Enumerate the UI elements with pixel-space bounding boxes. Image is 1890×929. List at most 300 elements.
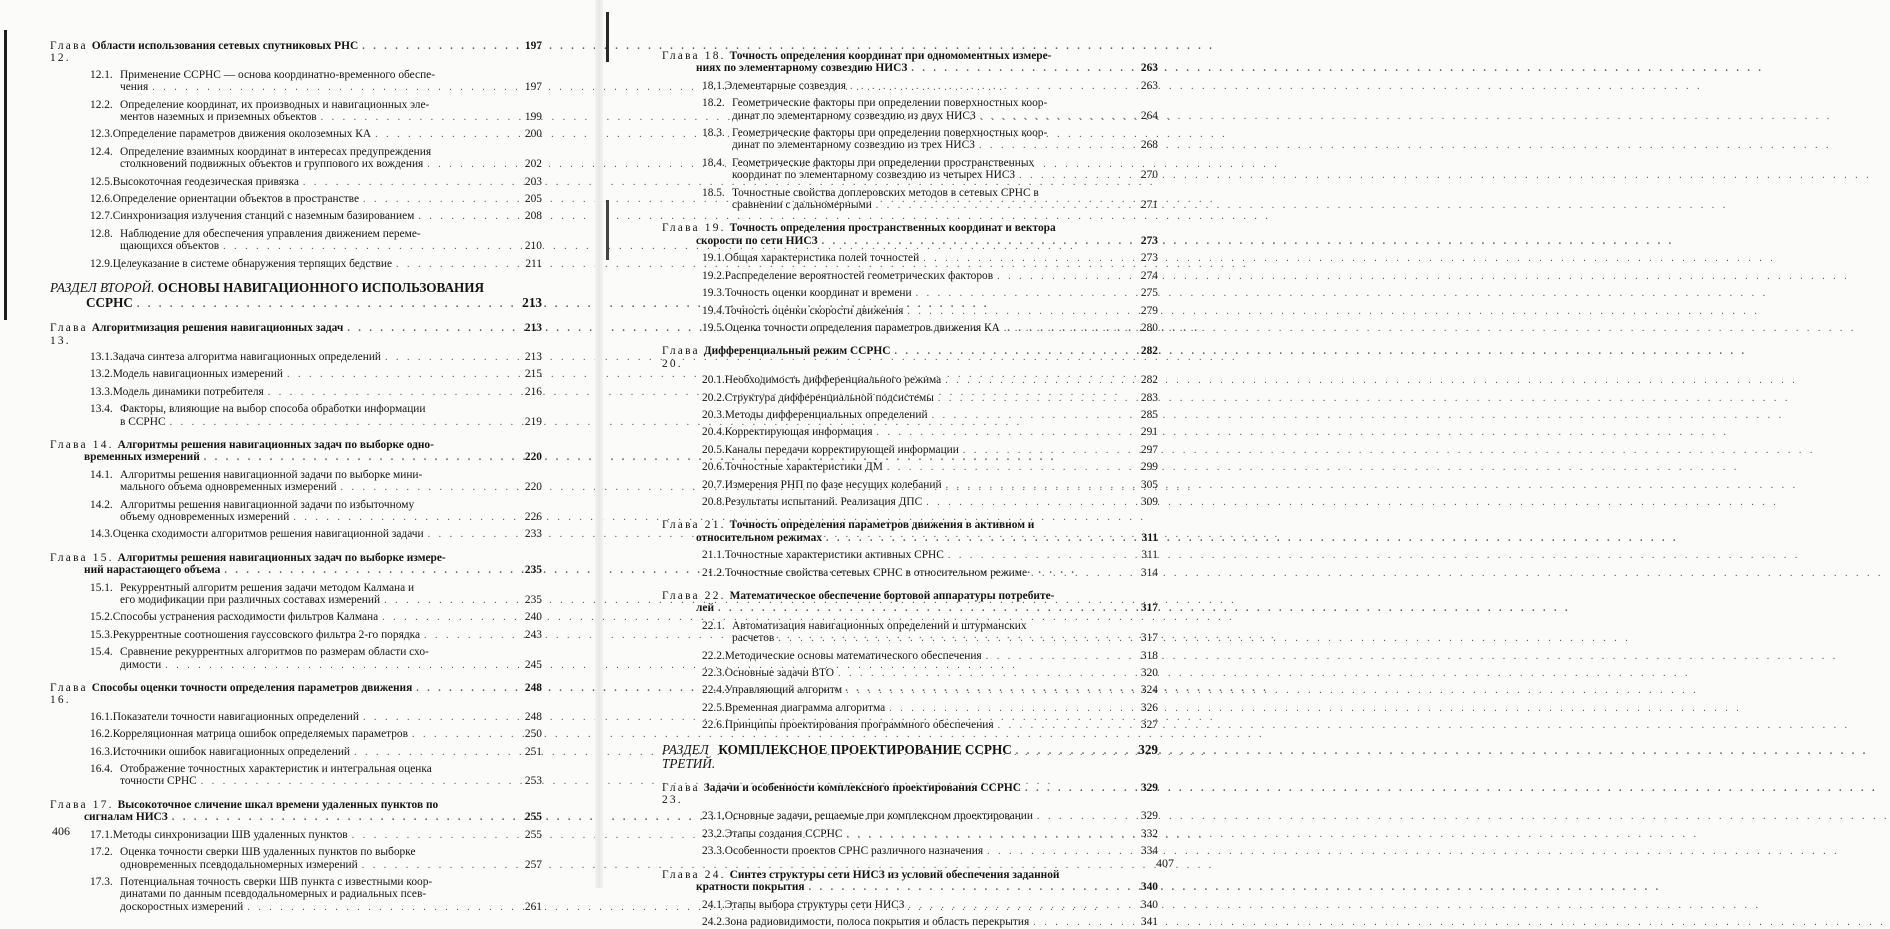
toc-line <box>662 869 1158 881</box>
page-ref: 253 <box>524 775 542 788</box>
section-number: 14.1. <box>90 468 113 481</box>
page-ref: 264 <box>1140 109 1158 122</box>
chapter-entry[interactable] <box>662 590 1158 616</box>
section-entry[interactable] <box>50 499 542 525</box>
toc-line <box>50 682 542 707</box>
chapter-entry[interactable] <box>662 50 1158 76</box>
section-number: 24.2. <box>702 915 725 928</box>
leader-dots <box>986 651 1124 663</box>
entry-title: Измерения РНП по фазе несущих колебаний <box>724 478 942 491</box>
chapter-entry[interactable] <box>50 799 542 825</box>
leader-dots <box>876 200 1124 212</box>
chapter-label: Глава 24. <box>662 868 726 881</box>
chapter-entry[interactable] <box>662 782 1158 807</box>
section-entry[interactable] <box>50 582 542 608</box>
toc-line <box>50 829 542 842</box>
section-entry[interactable] <box>662 392 1158 405</box>
page-ref: 220 <box>524 451 542 464</box>
chapter-label: Глава 13. <box>50 322 88 347</box>
section-entry[interactable] <box>50 99 542 125</box>
entry-title: Точность определения координат при одномоментных измере- <box>729 50 1052 62</box>
page-ref: 261 <box>524 900 542 913</box>
section-entry[interactable] <box>50 403 542 429</box>
section-number: 21.2. <box>702 566 725 579</box>
toc-line <box>50 176 542 189</box>
page-ref: 317 <box>1140 602 1158 615</box>
section-entry[interactable] <box>662 549 1158 562</box>
leader-dots <box>946 480 1124 492</box>
leader-dots <box>384 595 508 607</box>
toc-line <box>50 158 542 171</box>
section-entry[interactable] <box>50 386 542 399</box>
toc-line <box>662 187 1158 199</box>
leader-dots <box>137 298 508 313</box>
section-entry[interactable] <box>50 528 542 541</box>
page-ref: 340 <box>1140 898 1158 911</box>
section-entry[interactable] <box>50 176 542 189</box>
section-number: 19.4. <box>702 304 725 317</box>
section-entry[interactable] <box>662 252 1158 265</box>
toc-line <box>662 50 1158 62</box>
section-number: 12.3. <box>90 128 113 141</box>
section-number: 22.4. <box>702 684 725 697</box>
toc-line <box>50 582 542 594</box>
toc-line <box>50 403 542 415</box>
section-entry[interactable] <box>50 193 542 206</box>
entry-title: Факторы, влияющие на выбор способа обработки информации <box>120 403 426 416</box>
entry-title: Точность определения параметров движения в активном и <box>729 519 1035 532</box>
section-entry[interactable] <box>50 876 542 914</box>
section-number: 20.6. <box>702 461 725 474</box>
page-ref: 248 <box>524 682 542 695</box>
toc-line <box>50 799 542 811</box>
page-ref: 235 <box>524 594 542 606</box>
leader-dots <box>850 81 1124 93</box>
page-ref: 248 <box>524 710 542 723</box>
page-ref: 329 <box>1140 810 1158 823</box>
chapter-entry[interactable] <box>662 519 1158 545</box>
page-ref: 326 <box>1140 701 1158 714</box>
section-entry[interactable] <box>50 351 542 364</box>
section-entry[interactable] <box>662 496 1158 509</box>
toc-line <box>50 746 542 759</box>
toc-line <box>662 322 1158 335</box>
section-entry[interactable] <box>662 845 1158 858</box>
entry-title: скорости по сети НИСЗ <box>696 234 818 247</box>
entry-title: Этапы выбора структуры сети НИСЗ <box>724 898 905 911</box>
section-entry[interactable] <box>662 270 1158 283</box>
entry-title: Временная диаграмма алгоритма <box>724 701 886 714</box>
section-number: 15.3. <box>90 628 113 641</box>
entry-title: Применение ССРНС — основа координатно-временного обеспе- <box>120 68 436 81</box>
leader-dots <box>889 703 1124 715</box>
entry-title: Каналы передачи корректирующей информации <box>724 443 959 456</box>
section-number: 22.5. <box>702 701 725 714</box>
entry-title: Основные задачи ВТО <box>724 667 834 680</box>
entry-title: Корреляционная матрица ошибок определяемых параметров <box>112 728 409 741</box>
leader-dots <box>418 211 508 223</box>
entry-title: Высокоточная геодезическая привязка <box>112 175 299 188</box>
entry-title: координат по элементарному созвездию из четырех НИСЗ <box>732 169 1016 182</box>
chapter-label: Глава 20. <box>662 345 700 370</box>
leader-dots <box>362 860 508 872</box>
leader-dots <box>987 846 1124 858</box>
section-number: 16.2. <box>90 728 113 741</box>
entry-title: Результаты испытаний. Реализация ДПС <box>724 495 923 508</box>
entry-title: щающихся объектов <box>120 240 220 253</box>
section-number: 17.2. <box>90 846 113 859</box>
leader-dots <box>223 241 508 253</box>
page-ref: 305 <box>1140 478 1158 491</box>
leader-dots <box>923 253 1124 265</box>
section-entry[interactable] <box>662 684 1158 697</box>
section-number: 20.5. <box>702 443 725 456</box>
toc-line <box>662 828 1158 841</box>
section-number: 13.2. <box>90 368 113 381</box>
entry-title: сравнении с дальномерными <box>732 199 872 212</box>
chapter-entry[interactable] <box>50 552 542 578</box>
section-entry[interactable] <box>662 374 1158 387</box>
toc-line <box>50 128 542 141</box>
leader-dots <box>907 306 1124 318</box>
section-number: 20.8. <box>702 495 725 508</box>
leader-dots <box>916 288 1124 300</box>
entry-title: Показатели точности навигационных определений <box>112 710 359 723</box>
leader-dots <box>204 452 508 464</box>
entry-title: Области использования сетевых спутниковых РНС <box>91 40 359 52</box>
page-ref: 299 <box>1140 461 1158 474</box>
section-entry[interactable] <box>662 305 1158 318</box>
entry-title: Оценка сходимости алгоритмов решения навигационной задачи <box>112 528 424 541</box>
chapter-entry[interactable] <box>662 345 1158 370</box>
page-ref: 255 <box>524 828 542 841</box>
page-ref: 311 <box>1141 531 1158 544</box>
entry-title: Автоматизация навигационных определений и штурманских <box>732 619 1027 632</box>
page-ref: 297 <box>1140 443 1158 456</box>
toc-line <box>662 235 1158 248</box>
entry-title: одновременных псевдодальномерных измерений <box>120 858 358 871</box>
section-entry[interactable] <box>662 916 1158 929</box>
toc-line <box>50 210 542 223</box>
section-number: 22.3. <box>702 667 725 680</box>
leader-dots <box>1016 745 1124 760</box>
leader-dots <box>385 352 508 364</box>
section-entry[interactable] <box>662 461 1158 474</box>
section-number: 22.1. <box>702 619 725 632</box>
leader-dots <box>945 375 1124 387</box>
section-entry[interactable] <box>662 899 1158 912</box>
entry-title: Способы устранения расходимости фильтров Калмана <box>112 611 379 624</box>
toc-line <box>50 439 542 451</box>
entry-title: Математическое обеспечение бортовой аппаратуры потребите- <box>729 590 1055 602</box>
entry-title: Определение параметров движения околоземных КА <box>112 128 372 141</box>
book-gutter <box>595 0 603 888</box>
page-ref: 268 <box>1140 139 1158 152</box>
section-number: 15.1. <box>90 581 113 594</box>
leader-dots <box>979 140 1124 152</box>
leader-dots <box>224 565 508 577</box>
section-number: 17.3. <box>90 875 113 888</box>
entry-title: Точность оценки скорости движения <box>724 304 904 317</box>
toc-line <box>662 270 1158 283</box>
entry-title: Отображение точностных характеристик и интегральная оценка <box>120 763 432 776</box>
entry-title: Алгоритмы решения навигационной задачи по выборке мини- <box>120 468 423 481</box>
toc-line <box>50 481 542 494</box>
toc-line <box>50 775 542 788</box>
entry-title: Методы дифференциальных определений <box>724 408 928 421</box>
section-entry[interactable] <box>662 426 1158 439</box>
entry-title: Точностные характеристики активных СРНС <box>724 549 944 562</box>
chapter-entry[interactable] <box>50 439 542 465</box>
section-entry[interactable] <box>662 719 1158 732</box>
chapter-entry[interactable] <box>662 222 1158 248</box>
leader-dots <box>354 747 508 759</box>
page-ref: 291 <box>1140 426 1158 439</box>
leader-dots <box>911 63 1124 75</box>
toc-line <box>662 845 1158 858</box>
leader-dots <box>347 323 508 335</box>
page-ref: 280 <box>1140 321 1158 334</box>
leader-dots <box>826 533 1124 545</box>
leader-dots <box>201 776 508 788</box>
toc-line <box>50 876 542 888</box>
page-ref: 285 <box>1140 408 1158 421</box>
section-entry[interactable] <box>662 157 1158 183</box>
section-entry[interactable] <box>662 620 1158 646</box>
chapter-label: Глава 17. <box>50 798 114 811</box>
page-ref: 213 <box>522 294 542 310</box>
page-ref: 314 <box>1140 566 1158 579</box>
section-entry[interactable] <box>662 80 1158 93</box>
page-ref: 240 <box>524 611 542 624</box>
page-ref: 243 <box>524 628 542 641</box>
entry-title: Синхронизация излучения станций с наземным базированием <box>112 210 415 223</box>
left-page <box>0 0 592 913</box>
toc-line <box>662 444 1158 457</box>
toc-line <box>662 620 1158 632</box>
section-entry[interactable] <box>50 469 542 495</box>
chapter-entry[interactable] <box>50 322 542 347</box>
section-entry[interactable] <box>662 810 1158 823</box>
section-entry[interactable] <box>50 611 542 624</box>
leader-dots <box>887 462 1124 474</box>
section-entry[interactable] <box>662 567 1158 580</box>
page-ref: 318 <box>1140 649 1158 662</box>
section-entry[interactable] <box>50 258 542 271</box>
section-entry[interactable] <box>50 746 542 759</box>
section-entry[interactable] <box>50 146 542 172</box>
page-ref: 235 <box>524 564 542 577</box>
section-entry[interactable] <box>662 97 1158 123</box>
entry-title: динатами по данным псевдодальномерных и радиальных псев- <box>120 888 427 901</box>
entry-title: динат по элементарному созвездию из двух НИСЗ <box>732 109 976 122</box>
page-ref: 210 <box>524 240 542 253</box>
page-ref: 251 <box>524 745 542 758</box>
section-number: 20.3. <box>702 408 725 421</box>
section-entry[interactable] <box>662 828 1158 841</box>
section-entry[interactable] <box>50 711 542 724</box>
section-number: 12.5. <box>90 175 113 188</box>
section-entry[interactable] <box>662 702 1158 715</box>
section-number: 17.1. <box>90 828 113 841</box>
entry-title: в ССРНС <box>120 415 166 428</box>
toc-line <box>662 702 1158 715</box>
entry-title: Рекуррентный алгоритм решения задачи методом Калмана и <box>120 581 415 594</box>
toc-line <box>50 386 542 399</box>
leader-dots <box>428 529 508 541</box>
section-entry[interactable] <box>50 629 542 642</box>
entry-title: Основные задачи, решаемые при комплексном проектировании <box>724 810 1033 823</box>
page-ref: 271 <box>1140 199 1158 212</box>
section-entry[interactable] <box>662 479 1158 492</box>
toc-line <box>50 193 542 206</box>
toc-line <box>50 901 542 914</box>
page-ref: 320 <box>1140 667 1158 680</box>
toc-line <box>662 252 1158 265</box>
entry-title: Источники ошибок навигационных определений <box>112 745 351 758</box>
page-ref: 213 <box>524 322 542 335</box>
section-number: 13.1. <box>90 350 113 363</box>
section-number: 15.2. <box>90 611 113 624</box>
page-ref: 199 <box>524 111 542 124</box>
section-number: 14.2. <box>90 498 113 511</box>
section-entry[interactable] <box>662 667 1158 680</box>
part-entry[interactable] <box>662 743 1158 772</box>
toc-line <box>50 499 542 511</box>
section-entry[interactable] <box>50 763 542 789</box>
section-number: 20.2. <box>702 391 725 404</box>
entry-title: Рекуррентные соотношения гауссовского фильтра 2-го порядка <box>112 628 421 641</box>
section-entry[interactable] <box>50 728 542 741</box>
toc-line <box>662 409 1158 422</box>
toc-line <box>50 322 542 347</box>
entry-title: Точность определения пространственных координат и вектора <box>729 222 1056 235</box>
toc-line <box>662 110 1158 123</box>
chapter-label: Глава 18. <box>662 50 726 62</box>
toc-line <box>50 81 542 94</box>
chapter-entry[interactable] <box>50 682 542 707</box>
chapter-label: Глава 12. <box>50 40 88 65</box>
leader-dots <box>170 417 508 429</box>
toc-line <box>50 888 542 900</box>
page-ref: 216 <box>524 385 542 398</box>
entry-title: Алгоритмы решения навигационной задачи по избыточному <box>120 498 415 511</box>
chapter-entry[interactable] <box>50 40 542 65</box>
toc-line <box>50 528 542 541</box>
entry-title: Оценка точности определения параметров движения КА <box>724 321 1000 334</box>
page-ref: 208 <box>524 210 542 223</box>
toc-line <box>50 416 542 429</box>
section-number: 12.6. <box>90 193 113 206</box>
toc-column-right <box>662 50 1158 929</box>
page-ref: 327 <box>1140 719 1158 732</box>
page-ref: 219 <box>524 415 542 428</box>
entry-title: Структура дифференциальной подсистемы <box>724 391 934 404</box>
section-entry[interactable] <box>50 228 542 254</box>
section-entry[interactable] <box>50 368 542 381</box>
toc-line <box>50 451 542 464</box>
toc-line <box>662 305 1158 318</box>
entry-title: Элементарные созвездия <box>724 79 846 92</box>
section-number: 19.5. <box>702 321 725 334</box>
leader-dots <box>948 550 1124 562</box>
page-ref: 329 <box>1140 781 1158 794</box>
entry-title: Целеуказание в системе обнаружения терпящих бедствие <box>112 257 393 270</box>
leader-dots <box>998 720 1124 732</box>
section-entry[interactable] <box>662 127 1158 153</box>
section-entry[interactable] <box>50 69 542 95</box>
leader-dots <box>718 603 1124 615</box>
section-number: 19.2. <box>702 269 725 282</box>
section-entry[interactable] <box>50 210 542 223</box>
toc-line <box>662 199 1158 212</box>
page-ref: 202 <box>524 158 542 171</box>
leader-dots <box>293 512 508 524</box>
leader-dots <box>1019 170 1124 182</box>
entry-title: столкновений подвижных объектов и группового их вождения <box>120 158 424 171</box>
toc-line <box>662 549 1158 562</box>
section-entry[interactable] <box>662 287 1158 300</box>
toc-line <box>662 496 1158 509</box>
page-ref: 329 <box>1138 741 1158 757</box>
section-entry[interactable] <box>662 187 1158 213</box>
section-number: 18.3. <box>702 127 725 140</box>
section-number: 15.4. <box>90 646 113 659</box>
section-entry[interactable] <box>50 829 542 842</box>
section-entry[interactable] <box>662 322 1158 335</box>
right-page <box>604 0 1200 928</box>
entry-title: КОМПЛЕКСНОЕ ПРОЕКТИРОВАНИЕ ССРНС <box>718 741 1012 757</box>
chapter-label: Глава 23. <box>662 781 700 807</box>
page-ref: 270 <box>1140 169 1158 182</box>
section-number: 19.3. <box>702 287 725 300</box>
toc-line <box>662 567 1158 580</box>
leader-dots <box>926 497 1124 509</box>
page-ref: 311 <box>1141 549 1158 562</box>
chapter-entry[interactable] <box>662 869 1158 895</box>
toc-line <box>50 859 542 872</box>
page-ref: 197 <box>524 81 542 94</box>
leader-dots <box>268 387 508 399</box>
entry-title: Задачи и особенности комплексного проектирования ССРНС <box>703 781 1021 794</box>
entry-title: Геометрические факторы при определении пространственных <box>732 156 1035 169</box>
entry-title: Точность оценки координат и времени <box>724 287 912 300</box>
page-ref: 250 <box>524 728 542 741</box>
leader-dots <box>908 900 1124 912</box>
leader-dots <box>375 129 508 141</box>
toc-line <box>50 728 542 741</box>
entry-title: Зона радиовидимости, полоса покрытия и область перекрытия <box>724 915 1030 928</box>
toc-line <box>50 351 542 364</box>
entry-title: Этапы создания ССРНС <box>724 827 843 840</box>
section-entry[interactable] <box>662 409 1158 422</box>
page-ref: 340 <box>1140 881 1158 894</box>
section-number: 24.1. <box>702 898 725 911</box>
part-entry[interactable] <box>50 281 542 312</box>
section-entry[interactable] <box>50 646 542 672</box>
section-entry[interactable] <box>662 650 1158 663</box>
page-ref: 282 <box>1140 345 1158 358</box>
toc-line <box>662 461 1158 474</box>
section-entry[interactable] <box>50 846 542 872</box>
entry-title: димости <box>120 658 162 671</box>
section-entry[interactable] <box>50 128 542 141</box>
section-entry[interactable] <box>662 444 1158 457</box>
leader-dots <box>412 729 508 741</box>
toc-line <box>662 881 1158 894</box>
entry-title: Определение координат, их производных и навигационных эле- <box>120 98 430 111</box>
entry-title: Синтез структуры сети НИСЗ из условий обеспечения заданной <box>729 868 1060 881</box>
